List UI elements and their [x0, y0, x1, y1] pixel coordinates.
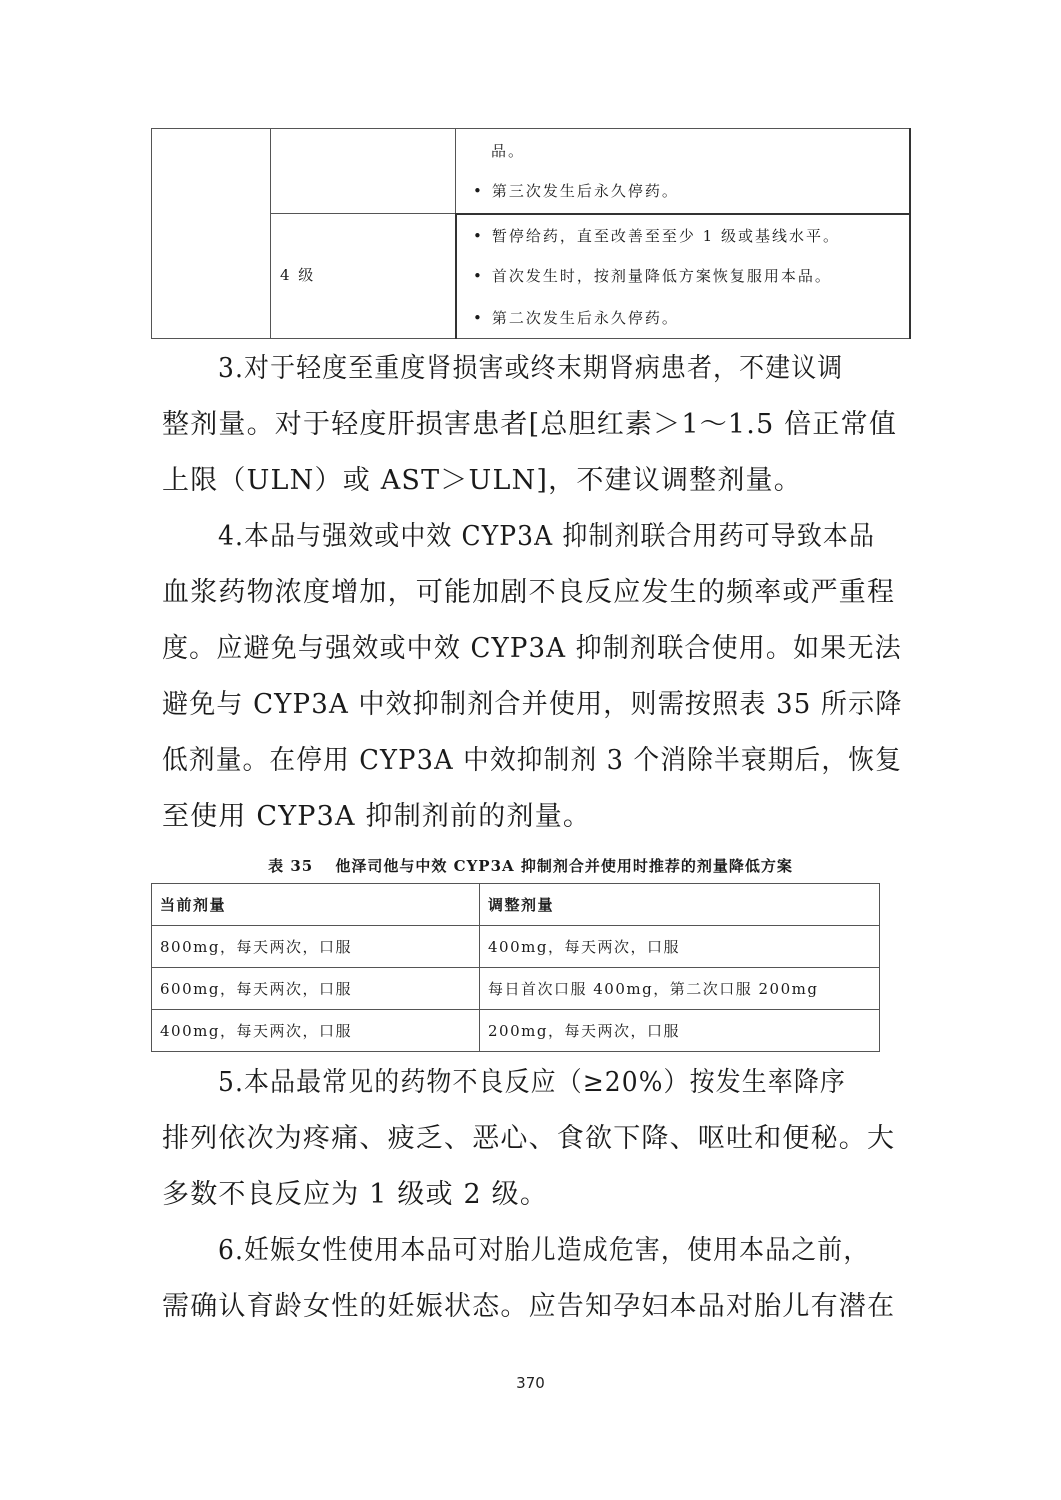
table-header-row [152, 884, 880, 926]
adjusted-dose-cell: 400mg，每天两次，口服 [480, 926, 880, 968]
table-border-bottom [151, 338, 910, 339]
table-row-divider-bold [455, 213, 910, 215]
table-row [152, 968, 880, 1010]
page-number: 370 [516, 1374, 545, 1392]
header-current-dose: 当前剂量 [152, 884, 480, 926]
table-caption: 表 35 他泽司他与中效 CYP3A 抑制剂合并使用时推荐的剂量降低方案 [268, 857, 793, 875]
paragraph-line: 6.妊娠女性使用本品可对胎儿造成危害，使用本品之前， [218, 1235, 870, 1266]
table-row [152, 926, 880, 968]
adjusted-dose-cell: 每日首次口服 400mg，第二次口服 200mg [480, 968, 880, 1010]
paragraph-line: 上限（ULN）或 AST＞ULN]，不建议调整剂量。 [162, 465, 802, 496]
paragraph-line: 排列依次为疼痛、疲乏、恶心、食欲下降、呕吐和便秘。大 [162, 1123, 896, 1154]
paragraph-line: 避免与 CYP3A 中效抑制剂合并使用，则需按照表 35 所示降 [162, 689, 903, 720]
current-dose-cell: 800mg，每天两次，口服 [152, 926, 480, 968]
table-border-right [909, 128, 911, 339]
paragraph-line: 至使用 CYP3A 抑制剂前的剂量。 [162, 801, 592, 832]
table-border-left [151, 128, 152, 339]
table-row [152, 1010, 880, 1052]
header-adjusted-dose: 调整剂量 [480, 884, 880, 926]
paragraph-line: 需确认育龄女性的妊娠状态。应告知孕妇本品对胎儿有潜在 [162, 1291, 896, 1322]
paragraph-line: 低剂量。在停用 CYP3A 中效抑制剂 3 个消除半衰期后，恢复 [162, 745, 902, 776]
cell-text: 品。 [491, 142, 526, 160]
current-dose-cell: 600mg，每天两次，口服 [152, 968, 480, 1010]
cell-bullet-item: • 第三次发生后永久停药。 [473, 181, 679, 201]
cell-bullet-item: • 首次发生时，按剂量降低方案恢复服用本品。 [473, 266, 832, 286]
table-cell-border-bold [455, 213, 457, 339]
table-col-divider-1 [270, 128, 271, 339]
adjusted-dose-cell: 200mg，每天两次，口服 [480, 1010, 880, 1052]
cell-bullet-item: • 第二次发生后永久停药。 [473, 308, 679, 328]
table-border-top [151, 128, 910, 129]
dose-reduction-table [151, 883, 880, 1052]
cell-bullet-item: • 暂停给药，直至改善至至少 1 级或基线水平。 [473, 226, 840, 246]
paragraph-line: 多数不良反应为 1 级或 2 级。 [162, 1179, 549, 1210]
current-dose-cell: 400mg，每天两次，口服 [152, 1010, 480, 1052]
paragraph-line: 4.本品与强效或中效 CYP3A 抑制剂联合用药可导致本品 [218, 521, 876, 552]
adverse-reaction-table-continuation [151, 128, 910, 339]
grade-label: 4 级 [280, 266, 316, 284]
paragraph-line: 血浆药物浓度增加，可能加剧不良反应发生的频率或严重程 [162, 577, 896, 608]
paragraph-line: 度。应避免与强效或中效 CYP3A 抑制剂联合使用。如果无法 [162, 633, 902, 664]
paragraph-line: 整剂量。对于轻度肝损害患者[总胆红素＞1～1.5 倍正常值 [162, 409, 898, 440]
paragraph-line: 5.本品最常见的药物不良反应（≥20%）按发生率降序 [218, 1067, 846, 1098]
paragraph-line: 3.对于轻度至重度肾损害或终末期肾病患者，不建议调 [218, 353, 844, 384]
